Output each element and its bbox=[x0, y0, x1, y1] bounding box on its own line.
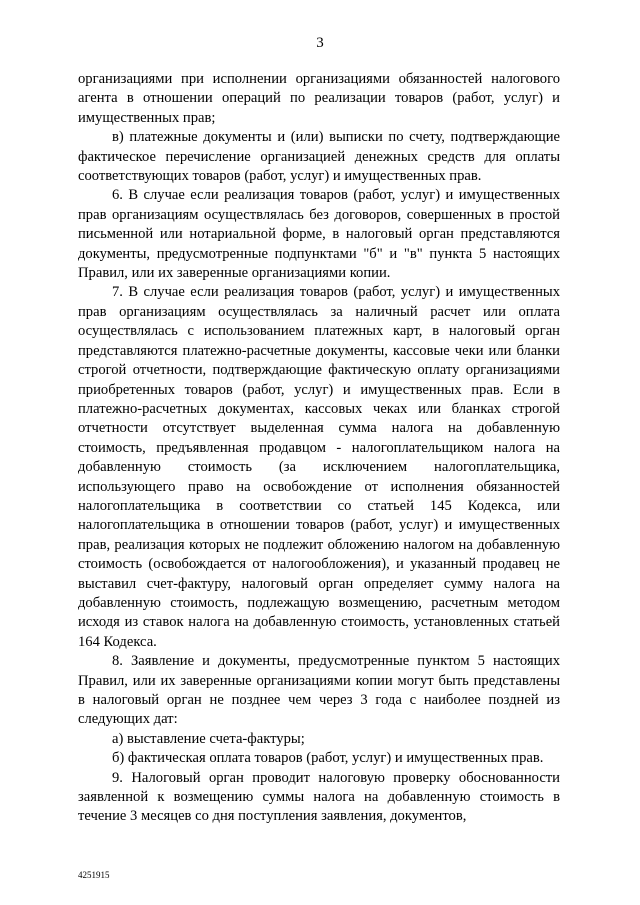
paragraph-subitem-b: б) фактическая оплата товаров (работ, услуг) и имущественных прав. bbox=[112, 750, 544, 767]
paragraph-subitem-v: в) платежные документы и (или) выписки по счету, подтверждающие фактическое перечисление организацией денежных средств для оплаты соответствующих товаров (работ, услуг) и имущественных прав. bbox=[78, 129, 560, 185]
paragraph-continuation: организациями при исполнении организациями обязанностей налогового агента в отношении операций по реализации товаров (работ, услуг) и имущественных прав; bbox=[78, 71, 560, 126]
paragraph-item-8: 8. Заявление и документы, предусмотренные пунктом 5 настоящих Правил, или их заверенные организациями копии могут быть представлены в налоговый орган не позднее чем через 3 года с наиболее поздней из следующих дат: bbox=[78, 653, 560, 728]
paragraph-item-7: 7. В случае если реализация товаров (работ, услуг) и имущественных прав организациям осуществлялась за наличный расчет или оплата осуществлялась с использованием платежных карт, в налоговый орган представляются платежно-расчетные документы, кассовые чеки или бланки строгой отчетности, подтверждающие фактическую оплату организациями приобретенных товаров (работ, услуг) и имущественных прав. Если в платежно-расчетных документах, кассовых чеках или бланках строгой отчетности отсутствует выделенная сумма налога на добавленную стоимость, предъявленная продавцом - налогоплательщиком налога на добавленную стоимость (за исключением налогоплательщика, использующего право на освобождение от исполнения обязанностей налогоплательщика в соответствии со статьей 145 Кодекса, или налогоплательщика в отношении товаров (работ, услуг) и имущественных прав, реализация которых не подлежит обложению налогом на добавленную стоимость (освобождается от налогообложения), и указанный продавец не выставил счет-фактуру, налоговый орган определяет сумму налога на добавленную стоимость, подлежащую возмещению, расчетным методом исходя из ставок налога на добавленную стоимость, установленных статьей 164 Кодекса. bbox=[78, 284, 560, 650]
page-number: 3 bbox=[316, 35, 324, 51]
paragraph-item-9: 9. Налоговый орган проводит налоговую проверку обоснованности заявленной к возмещению суммы налога на добавленную стоимость в течение 3 месяцев со дня поступления заявления, документов, bbox=[78, 769, 560, 825]
document-code: 4251915 bbox=[78, 870, 110, 880]
paragraph-subitem-a: а) выставление счета-фактуры; bbox=[112, 730, 305, 747]
paragraph-item-6: 6. В случае если реализация товаров (работ, услуг) и имущественных прав организациям осуществлялась без договоров, совершенных в простой письменной или нотариальной форме, в налоговый орган представляются документы, предусмотренные подпунктами "б" и "в" пункта 5 настоящих Правил, или их заверенные организациями копии. bbox=[78, 187, 560, 282]
document-body bbox=[78, 70, 560, 827]
